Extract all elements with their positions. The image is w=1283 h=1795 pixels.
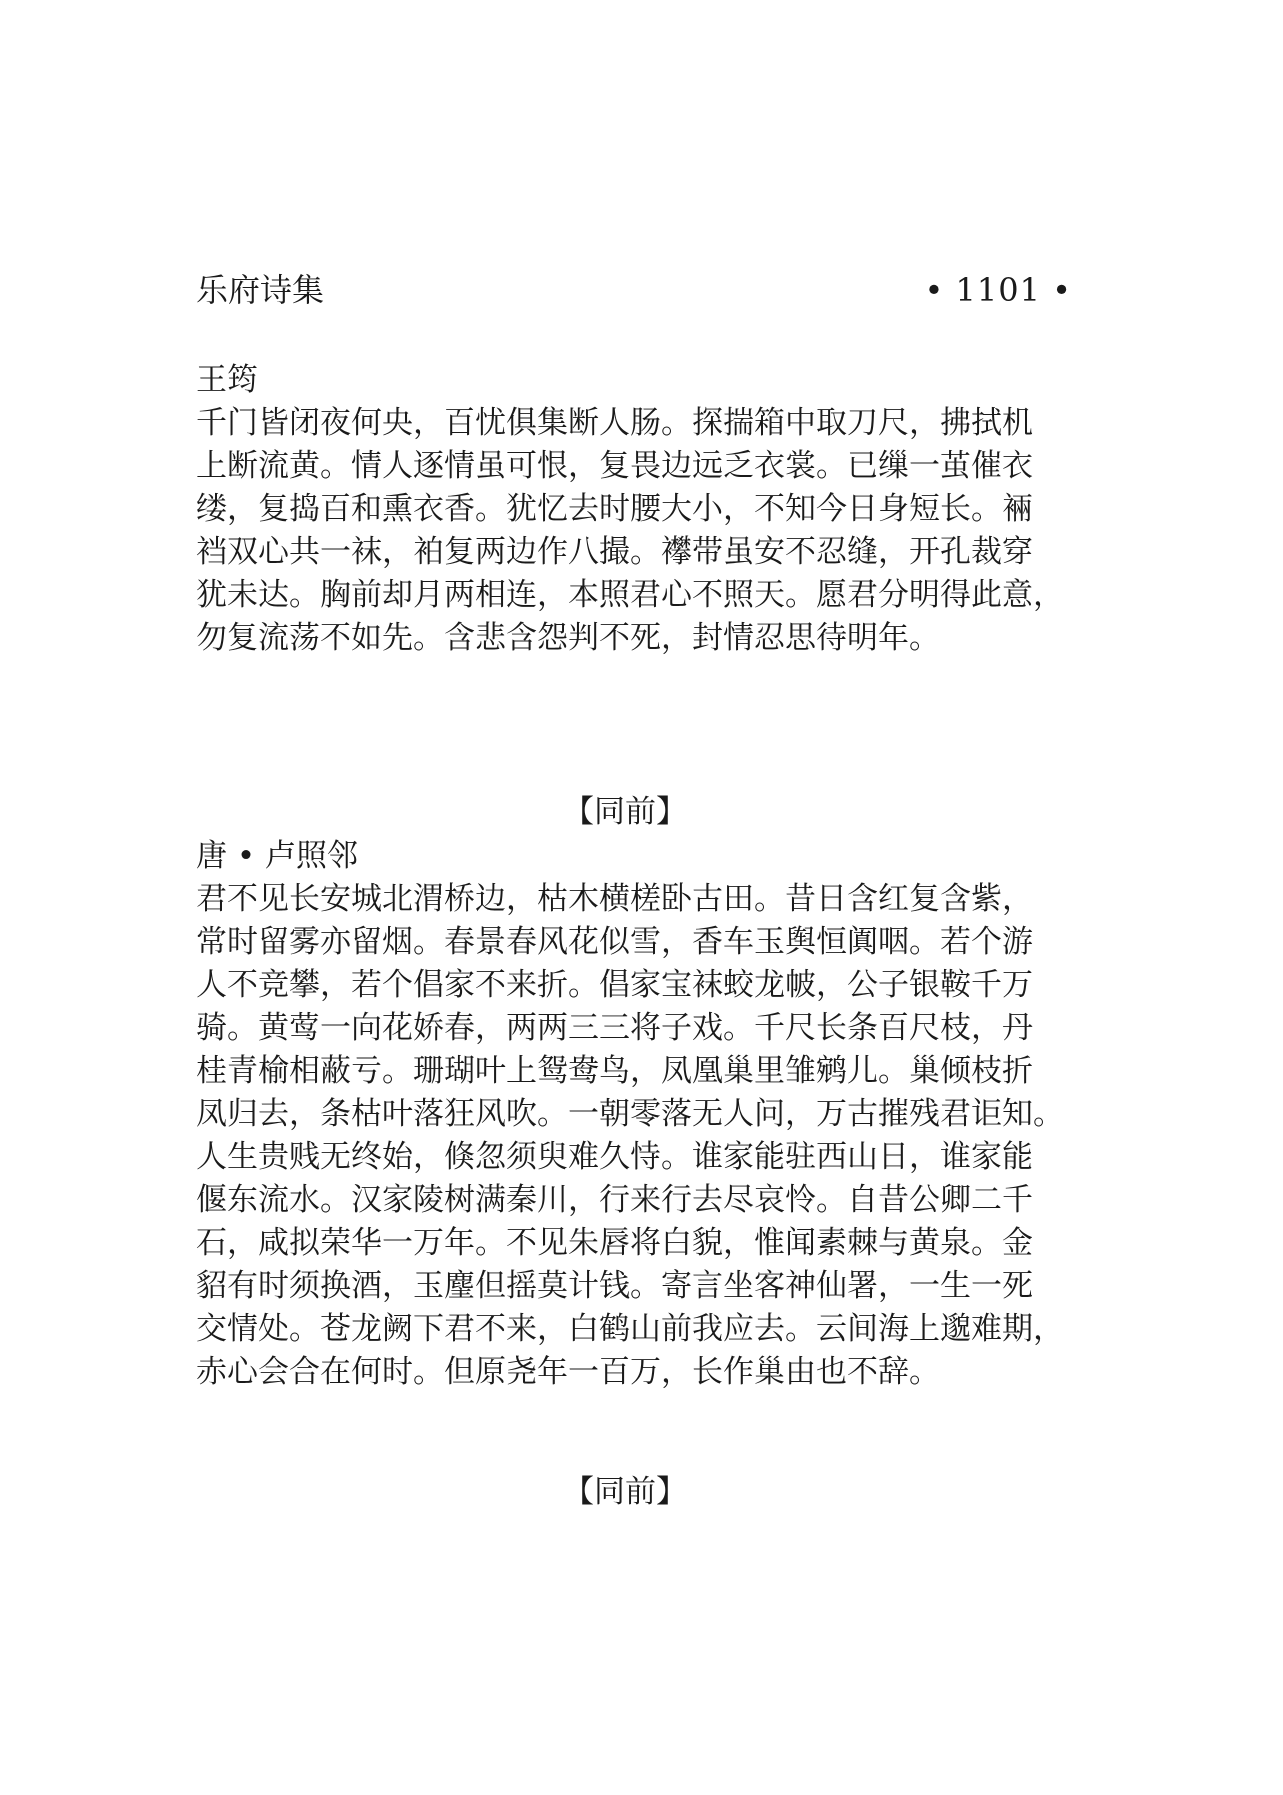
poem-line: 上断流黄。情人逐情虽可恨，复畏边远乏衣裳。已缫一茧催衣: [196, 448, 1033, 484]
poem-title: 【同前】: [563, 794, 687, 830]
poem-line: 骑。黄莺一向花娇春，两两三三将子戏。千尺长条百尺枝，丹: [196, 1010, 1033, 1046]
poem-line: 勿复流荡不如先。含悲含怨判不死，封情忍思待明年。: [196, 620, 940, 656]
poem-line: 君不见长安城北渭桥边，枯木横槎卧古田。昔日含红复含紫，: [196, 881, 1033, 917]
poem-body: [196, 402, 1088, 660]
poem-line: 人不竞攀，若个倡家不来折。倡家宝袜蛟龙帔，公子银鞍千万: [196, 967, 1033, 1003]
poem-line: 貂有时须换酒，玉麈但摇莫计钱。寄言坐客神仙署，一生一死: [196, 1268, 1033, 1304]
poem-line: 凤归去，条枯叶落狂风吹。一朝零落无人问，万古摧残君讵知。: [196, 1096, 1064, 1132]
poem-title: 【同前】: [563, 1474, 687, 1510]
poem-author: 唐 • 卢照邻: [196, 838, 358, 874]
poem-author: 王筠: [196, 362, 258, 398]
poem-line: 石，咸拟荣华一万年。不见朱唇将白貌，惟闻素棘与黄泉。金: [196, 1225, 1033, 1261]
poem-line: 千门皆闭夜何央，百忧俱集断人肠。探揣箱中取刀尺，拂拭机: [196, 405, 1033, 441]
poem-line: 犹未达。胸前却月两相连，本照君心不照天。愿君分明得此意，: [196, 577, 1064, 613]
page-number: • 1101 •: [924, 271, 1072, 309]
poem-line: 常时留雾亦留烟。春景春风花似雪，香车玉舆恒阗咽。若个游: [196, 924, 1033, 960]
book-title: 乐府诗集: [196, 271, 325, 309]
poem-line: 交情处。苍龙阙下君不来，白鹤山前我应去。云间海上邈难期，: [196, 1311, 1064, 1347]
poem-line: 赤心会合在何时。但原尧年一百万，长作巢由也不辞。: [196, 1354, 940, 1390]
poem-wang-jun: [196, 358, 1088, 660]
poem-next: [196, 1470, 1088, 1514]
poem-line: 缕，复捣百和熏衣香。犹忆去时腰大小，不知今日身短长。裲: [196, 491, 1033, 527]
poem-line: 人生贵贱无终始，倏忽须臾难久恃。谁家能驻西山日，谁家能: [196, 1139, 1033, 1175]
poem-line: 偃东流水。汉家陵树满秦川，行来行去尽哀怜。自昔公卿二千: [196, 1182, 1033, 1218]
poem-lu-zhaolin: [196, 790, 1088, 1394]
poem-body: [196, 878, 1088, 1394]
running-header: [196, 268, 1072, 312]
poem-line: 裆双心共一袜，袙复两边作八撮。襻带虽安不忍缝，开孔裁穿: [196, 534, 1033, 570]
poem-line: 桂青榆相蔽亏。珊瑚叶上鸳鸯鸟，凤凰巢里雏鹓儿。巢倾枝折: [196, 1053, 1033, 1089]
